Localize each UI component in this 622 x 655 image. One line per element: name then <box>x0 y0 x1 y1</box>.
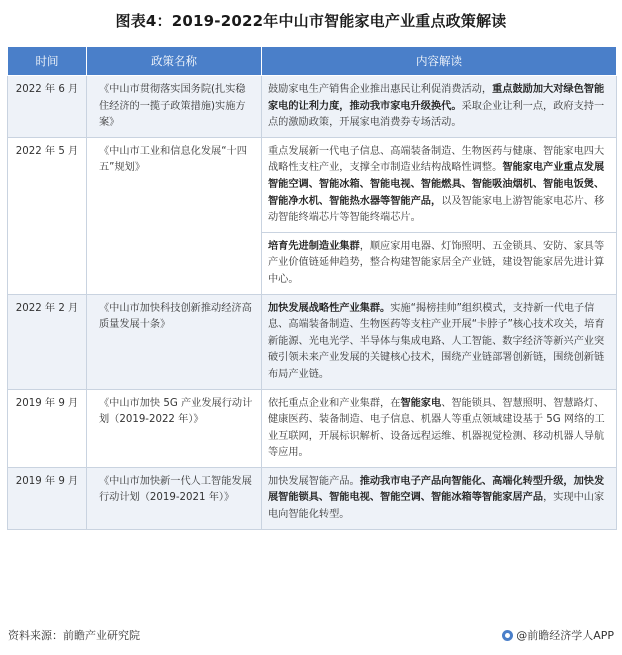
content-text: 实施“揭榜挂帅”组织模式，支持新一代电子信息、高端装备制造、生物医药等支柱产业开展“卡脖子”核心技术攻关，培育新能源、光电光学、半导体与集成电路、人工智能、数字经济等新兴产业突破引领未来产业发展的关键核心技术，围绕产业链部署创新链，围绕创新链布局产业链。 <box>268 302 605 380</box>
row-policy-name: 《中山市加快新一代人工智能发展行动计划（2019-2021 年）》 <box>87 467 262 529</box>
row-policy-name: 《中山市工业和信息化发展“十四五”规划》 <box>87 137 262 294</box>
table-row <box>8 467 617 529</box>
content-text: 、智能锁具、智慧照明、智慧路灯、健康医药、装备制造、电子信息、机器人等重点领域建设基于 5G 网络的工业互联网，开展标识解析、设备远程运维、机器视觉检测、移动机器人导航等应用。 <box>268 397 605 459</box>
row-policy-name: 《中山市贯彻落实国务院(扎实稳住经济的一揽子政策措施)实施方案》 <box>87 76 262 138</box>
table-row <box>8 294 617 389</box>
content-text: 以及智能家电上游智能家电芯片、移动智能终端芯片等智能终端芯片。 <box>268 195 605 224</box>
row-time: 2022 年 2 月 <box>8 294 87 389</box>
brand-credit <box>502 627 614 643</box>
content-highlight: 培育先进制造业集群 <box>268 240 360 252</box>
row-time: 2019 年 9 月 <box>8 467 87 529</box>
content-text: 重点发展新一代电子信息、高端装备制造、生物医药与健康、智能家电四大战略性支柱产业，支撑全市制造业结构战略性调整。 <box>268 145 605 174</box>
content-text: ，实现中山家电向智能化转型。 <box>268 492 605 521</box>
policy-table <box>7 46 617 530</box>
content-highlight: 智能家电产业重点发展智能空调、智能冰箱、智能电视、智能燃具、智能吸油烟机、智能电饭煲、智能净水机、智能热水器等智能产品， <box>268 162 605 207</box>
qianzhan-logo-icon <box>502 630 513 641</box>
page-title: 图表4：2019-2022年中山市智能家电产业重点政策解读 <box>115 12 507 30</box>
source-note: 资料来源：前瞻产业研究院 <box>8 629 140 642</box>
content-highlight: 加快发展战略性产业集群。 <box>268 302 391 314</box>
row-policy-name: 《中山市加快 5G 产业发展行动计划（2019-2022 年）》 <box>87 389 262 467</box>
row-policy-name: 《中山市加快科技创新推动经济高质量发展十条》 <box>87 294 262 389</box>
header-policy-name: 政策名称 <box>87 47 262 76</box>
row-content <box>262 76 617 138</box>
content-highlight: 智能家电 <box>400 397 442 409</box>
content-highlight: 推动我市电子产品向智能化、高端化转型升级，加快发展智能锁具、智能电视、智能空调、智能冰箱等智能家居产品 <box>268 475 605 504</box>
content-highlight: 重点鼓励加大对绿色智能家电的让利力度，推动我市家电升级换代。 <box>268 84 605 112</box>
content-text: 依托重点企业和产业集群，在 <box>268 397 401 409</box>
content-text: 采取企业让利一点，政府支持一点的激励政策，开展家电消费券专场活动。 <box>268 100 605 129</box>
table-row <box>8 389 617 467</box>
row-time: 2022 年 5 月 <box>8 137 87 294</box>
table-row <box>8 76 617 138</box>
header-time: 时间 <box>8 47 87 76</box>
row-content <box>262 137 617 232</box>
row-time: 2019 年 9 月 <box>8 389 87 467</box>
content-text: ，顺应家用电器、灯饰照明、五金锁具、安防、家具等产业价值链延伸趋势，整合构建智能家居全产业链，建设智能家居先进计算中心。 <box>268 240 605 285</box>
row-content <box>262 294 617 389</box>
table-header-row <box>8 47 617 76</box>
row-content <box>262 389 617 467</box>
header-content: 内容解读 <box>262 47 617 76</box>
row-content-secondary <box>262 232 617 294</box>
content-text: 鼓励家电生产销售企业推出惠民让利促消费活动， <box>268 84 493 95</box>
brand-label: @前瞻经济学人APP <box>516 629 614 642</box>
row-content <box>262 467 617 529</box>
content-text: 加快发展智能产品。 <box>268 475 360 487</box>
table-row <box>8 137 617 232</box>
row-time: 2022 年 6 月 <box>8 76 87 138</box>
